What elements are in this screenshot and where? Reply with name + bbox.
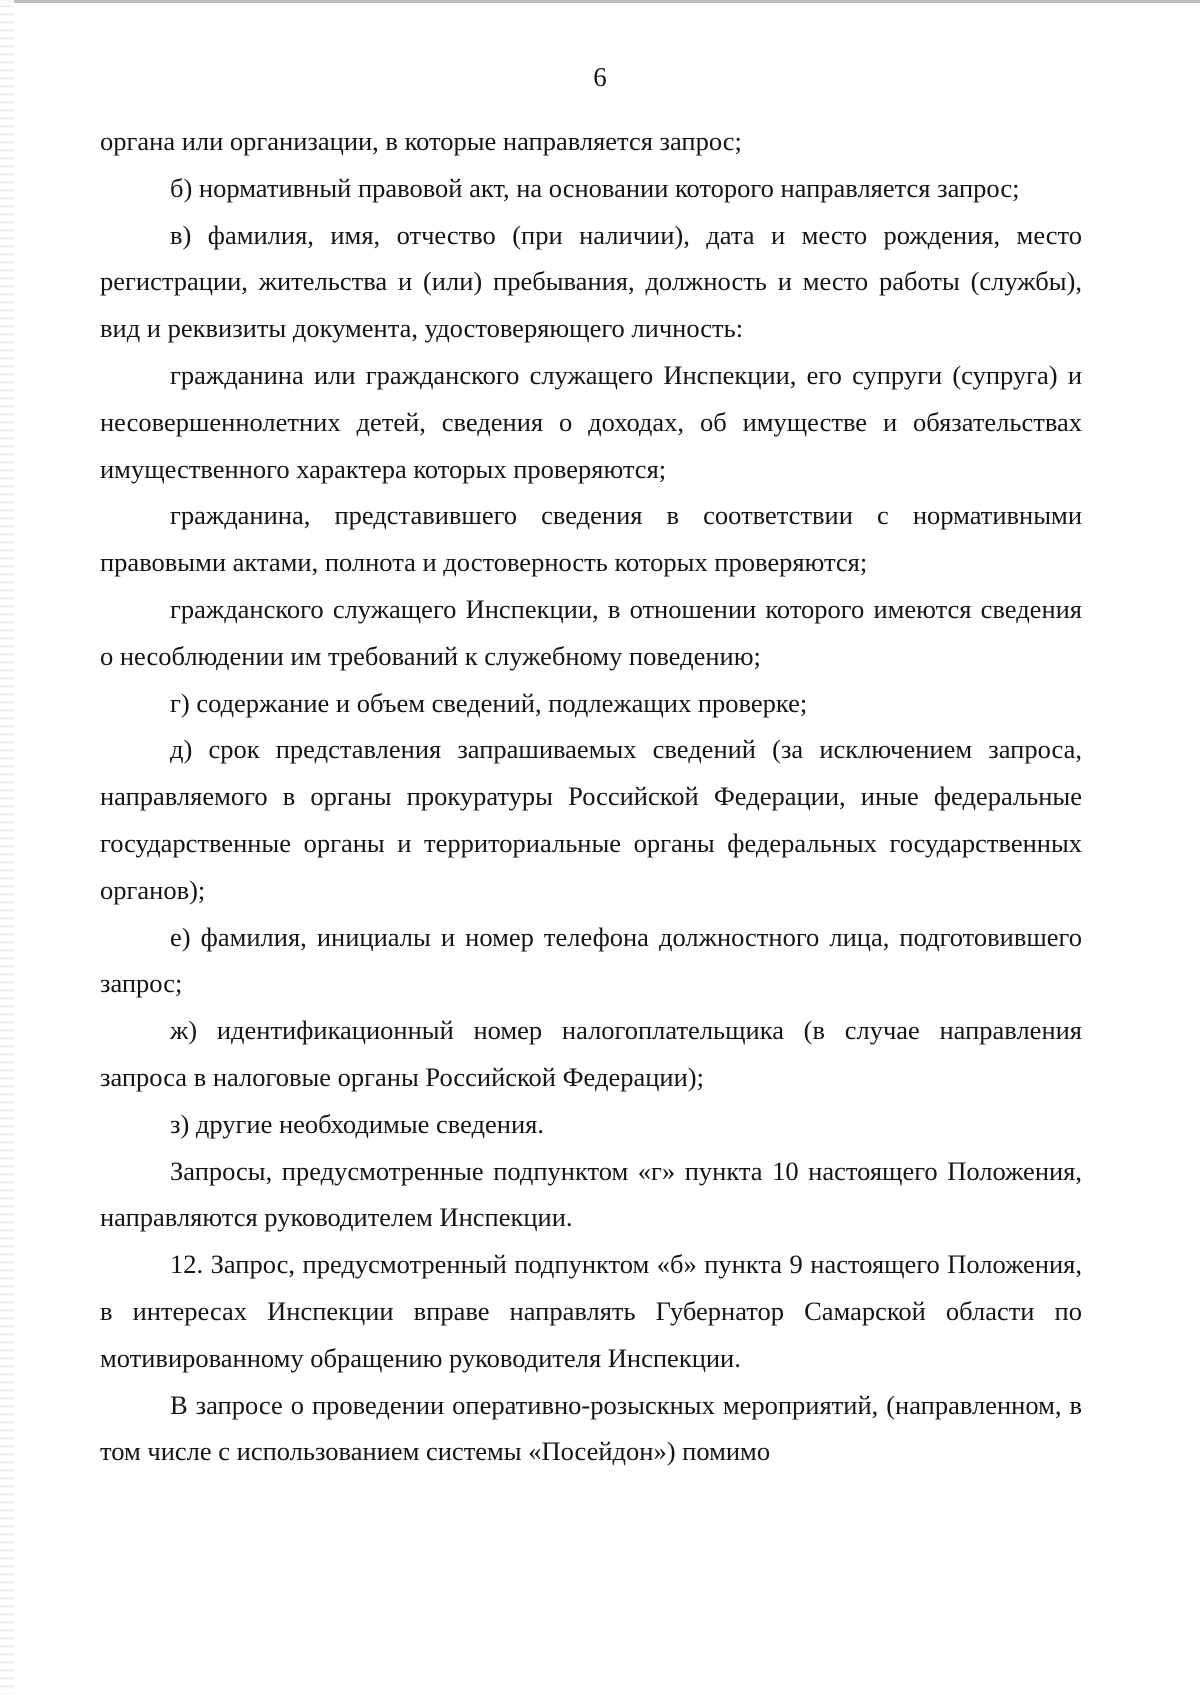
document-body — [100, 118, 1082, 1475]
scan-top-edge — [0, 0, 1200, 3]
paragraph-civil-servant: гражданского служащего Инспекции, в отношении которого имеются сведения о несоблюдении им требований к служебному поведению; — [100, 593, 1082, 671]
paragraph-item-v: в) фамилия, имя, отчество (при наличии), дата и место рождения, место регистрации, жительства и (или) пребывания, должность и место работы (службы), вид и реквизиты документа, удостоверяющего личность: — [100, 219, 1082, 344]
paragraph-operational-search: В запросе о проведении оперативно-розыскных мероприятий, (направленном, в том числе с использованием системы «Посейдон») помимо — [100, 1389, 1082, 1467]
paragraph-item-zh: ж) идентификационный номер налогоплательщика (в случае направления запроса в налоговые органы Российской Федерации); — [100, 1015, 1082, 1092]
paragraph-citizen-or-servant: гражданина или гражданского служащего Инспекции, его супруги (супруга) и несовершеннолетних детей, сведения о доходах, об имуществе и обязательствах имущественного характера которых проверяются; — [100, 359, 1082, 484]
paragraph-citizen-submitted: гражданина, представившего сведения в соответствии с нормативными правовыми актами, полнота и достоверность которых проверяются; — [100, 500, 1082, 578]
paragraph-continuation: органа или организации, в которые направляется запрос; — [100, 126, 742, 156]
paragraph-item-z: з) другие необходимые сведения. — [170, 1108, 544, 1139]
page-number: 6 — [593, 62, 607, 92]
paragraph-item-b: б) нормативный правовой акт, на основании которого направляется запрос; — [170, 172, 1020, 203]
paragraph-item-d: д) срок представления запрашиваемых сведений (за исключением запроса, направляемого в органы прокуратуры Российской Федерации, иные федеральные государственные органы и территориальные органы федеральных государственных органов); — [100, 734, 1082, 905]
paragraph-item-e: е) фамилия, инициалы и номер телефона должностного лица, подготовившего запрос; — [100, 921, 1082, 999]
paragraph-point-12: 12. Запрос, предусмотренный подпунктом «б» пункта 9 настоящего Положения, в интересах Инспекции вправе направлять Губернатор Самарской области по мотивированному обращению руководителя Инспекции. — [100, 1249, 1082, 1373]
scan-left-edge — [0, 0, 14, 1694]
paragraph-item-g: г) содержание и объем сведений, подлежащих проверке; — [170, 687, 808, 718]
paragraph-requests: Запросы, предусмотренные подпунктом «г» пункта 10 настоящего Положения, направляются руководителем Инспекции. — [100, 1155, 1082, 1233]
